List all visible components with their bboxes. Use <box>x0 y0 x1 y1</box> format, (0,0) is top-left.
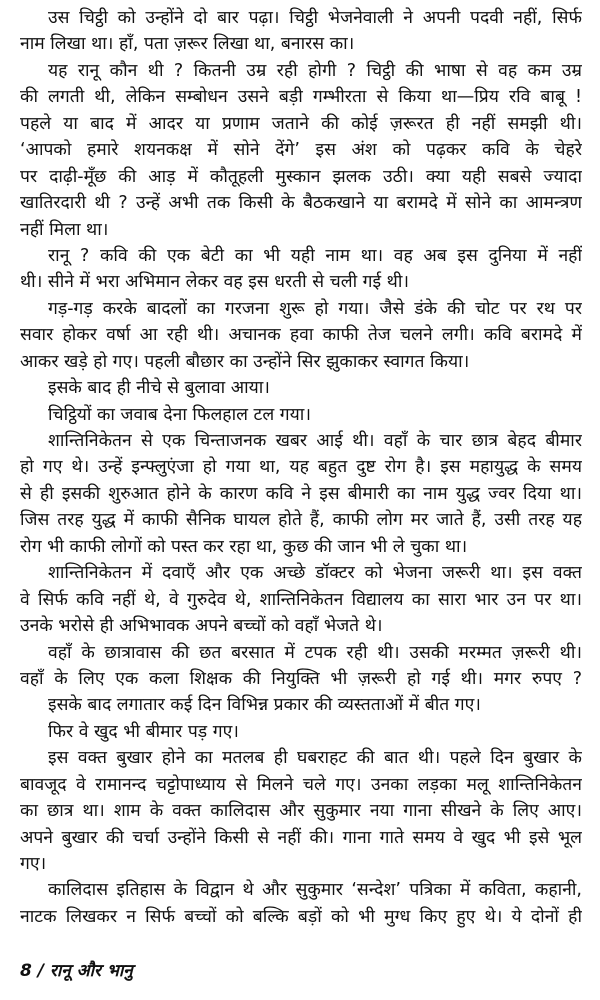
running-book-title: रानू और भानु <box>49 961 133 981</box>
text-line: गए। <box>20 854 47 874</box>
text-line: आकर खड़े हो गए। पहली बौछार का उन्होंने सिर झुकाकर स्वागत किया। <box>20 351 470 372</box>
text-line: अपने बुखार की चर्चा उन्होंने किसी से नहीं की। गाना गाते समय वे खुद भी इसे भूल <box>20 827 582 848</box>
text-line: वे सिर्फ कवि नहीं थे, वे गुरुदेव थे, शान्तिनिकेतन विद्यालय का सारा भार उन पर था। <box>20 589 582 610</box>
text-line: वहाँ के लिए एक कला शिक्षक की नियुक्ति भी ज़रूरी हो गई थी। मगर रुपए ? <box>20 668 582 689</box>
text-line: का छात्र था। शाम के वक्त कालिदास और सुकुमार नया गाना सीखने के लिए आए। <box>20 801 582 822</box>
text-line: पहले या बाद में आदर या प्रणाम जताने की कोई ज़रूरत ही नहीं समझी थी। <box>20 113 582 134</box>
text-line: नहीं मिला था। <box>20 219 109 240</box>
text-line: शान्तिनिकेतन से एक चिन्ताजनक खबर आई थी। वहाँ के चार छात्र बेहद बीमार <box>48 431 582 451</box>
text-line: नाटक लिखकर न सिर्फ बच्चों को बल्कि बड़ों को भी मुग्ध किए हुए थे। ये दोनों ही <box>20 906 582 927</box>
text-line: गड़-गड़ करके बादलों का गरजना शुरू हो गया। जैसे डंके की चोट पर रथ पर <box>48 298 582 319</box>
text-line: थी। सीने में भरा अभिमान लेकर वह इस धरती से चली गई थी। <box>20 272 410 293</box>
page-number: 8 <box>20 961 32 981</box>
page-footer <box>20 958 133 981</box>
text-line: की लगती थी, लेकिन सम्बोधन उसने बड़ी गम्भीरता से किया था—प्रिय रवि बाबू ! <box>20 87 582 108</box>
text-line: बावजूद वे रामानन्द चट्टोपाध्याय से मिलने चले गए। उनका लड़का मलू शान्तिनिकेतन <box>20 774 582 795</box>
text-line: रोग भी काफी लोगों को पस्त कर रहा था, कुछ की जान भी ले चुका था। <box>20 536 468 557</box>
text-line: फिर वे खुद भी बीमार पड़ गए। <box>48 721 239 742</box>
text-line: रानू ? कवि की एक बेटी का भी यही नाम था। वह अब इस दुनिया में नहीं <box>48 245 582 266</box>
text-line: वहाँ के छात्रावास की छत बरसात में टपक रही थी। उसकी मरम्मत ज़रूरी थी। <box>48 642 582 663</box>
text-line: नाम लिखा था। हाँ, पता ज़रूर लिखा था, बनारस का। <box>20 34 355 55</box>
text-line: खातिरदारी थी ? उन्हें अभी तक किसी के बैठकखाने या बरामदे में सोने का आमन्त्रण <box>20 193 582 214</box>
text-line: चिट्ठियों का जवाब देना फिलहाल टल गया। <box>48 404 311 425</box>
footer-separator: / <box>37 961 44 981</box>
text-line: यह रानू कौन थी ? कितनी उम्र रही होगी ? चिट्ठी की भाषा से वह कम उम्र <box>48 60 582 81</box>
text-line: उस चिट्ठी को उन्होंने दो बार पढ़ा। चिट्ठी भेजनेवाली ने अपनी पदवी नहीं, सिर्फ <box>48 8 582 28</box>
text-line: शान्तिनिकेतन में दवाएँ और एक अच्छे डॉक्टर को भेजना जरूरी था। इस वक्त <box>48 563 582 584</box>
text-line: हो गए थे। उन्हें इन्फ्लुएंजा हो गया था, यह बहुत दुष्ट रोग है। इस महायुद्ध के समय <box>20 457 582 478</box>
text-line: सवार होकर वर्षा आ रही थी। अचानक हवा काफी तेज चलने लगी। कवि बरामदे में <box>20 325 582 346</box>
text-line: ‘आपको हमारे शयनकक्ष में सोने देंगे’ इस अंश को पढ़कर कवि के चेहरे <box>20 140 582 161</box>
text-line: से ही इसकी शुरुआत होने के कारण कवि ने इस बीमारी का नाम युद्ध ज्वर दिया था। <box>20 483 582 504</box>
text-line: इस वक्त बुखार होने का मतलब ही घबराहट की बात थी। पहले दिन बुखार के <box>48 748 582 769</box>
text-line: कालिदास इतिहास के विद्वान थे और सुकुमार ‘सन्देश’ पत्रिका में कविता, कहानी, <box>48 880 582 901</box>
text-line: जिस तरह युद्ध में काफी सैनिक घायल होते हैं, काफी लोग मर जाते हैं, उसी तरह यह <box>20 510 582 531</box>
page-body <box>20 5 582 930</box>
text-line: उनके भरोसे ही अभिभावक अपने बच्चों को वहाँ भेजते थे। <box>20 616 383 637</box>
text-line: इसके बाद ही नीचे से बुलावा आया। <box>48 378 270 399</box>
text-line: पर दाढ़ी-मूँछ की आड़ में कौतूहली मुस्कान झलक उठी। क्या यही सबसे ज्यादा <box>20 166 582 187</box>
text-line: इसके बाद लगातार कई दिन विभिन्न प्रकार की व्यस्तताओं में बीत गए। <box>48 695 481 716</box>
